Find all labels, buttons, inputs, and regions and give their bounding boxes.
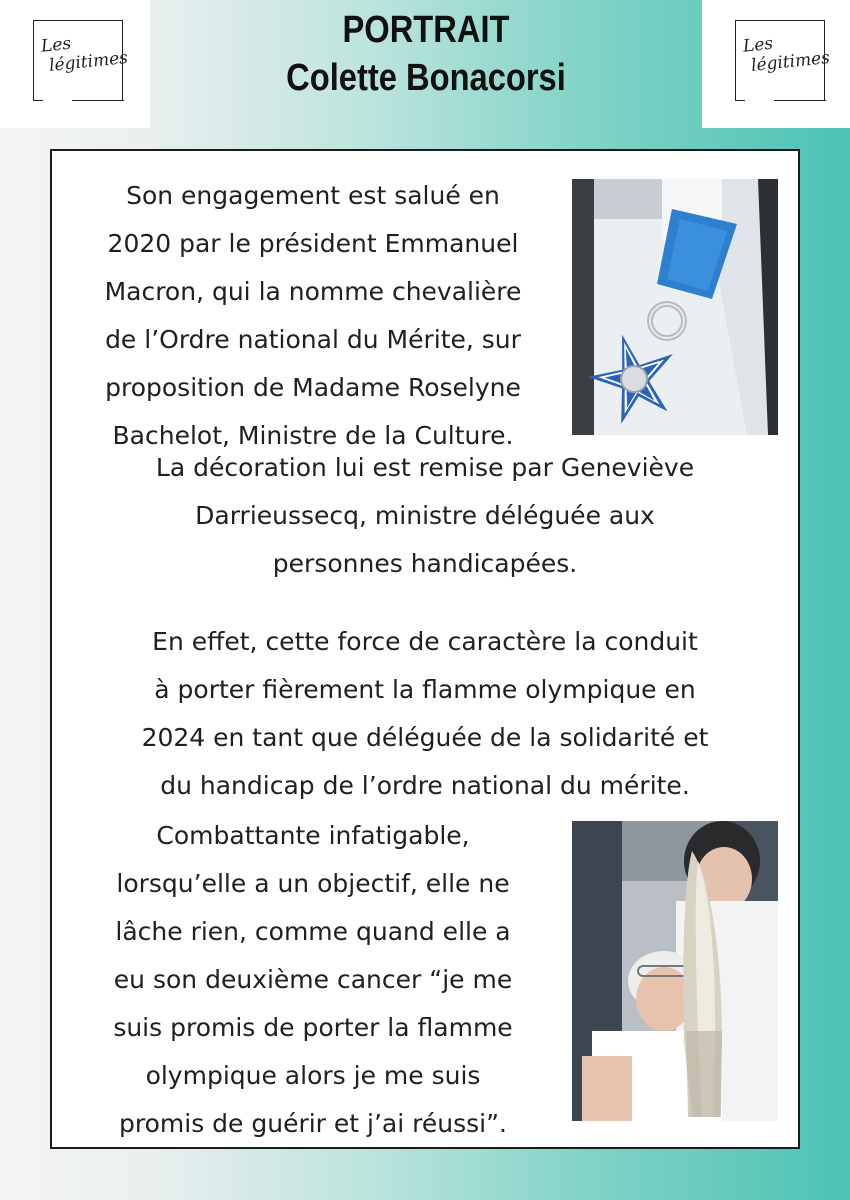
- logo-frame: [735, 20, 831, 101]
- text-line: du handicap de l’ordre national du mérite.: [160, 771, 690, 800]
- logo-line1: Les: [742, 33, 775, 57]
- text-line: lâche rien, comme quand elle a: [115, 917, 511, 946]
- text-line: Son engagement est salué en: [126, 181, 500, 210]
- logo-line2: légitimes: [48, 47, 129, 77]
- text-line: Bachelot, Ministre de la Culture.: [112, 421, 514, 450]
- medal-icon: [572, 179, 778, 435]
- text-line: Macron, qui la nomme chevalière: [104, 277, 522, 306]
- text-line: olympique alors je me suis: [145, 1061, 481, 1090]
- logo-text: [32, 29, 129, 78]
- page-title: [189, 6, 664, 102]
- logo-line1: Les: [40, 33, 73, 57]
- logo-text: [734, 29, 831, 78]
- title-line2: Colette Bonacorsi: [286, 57, 566, 99]
- logo-right: [702, 0, 850, 128]
- text-line: eu son deuxième cancer “je me: [113, 965, 513, 994]
- text-line: La décoration lui est remise par Geneviève: [155, 453, 695, 482]
- text-line: proposition de Madame Roselyne: [105, 373, 521, 402]
- logo-line2: légitimes: [750, 47, 831, 77]
- paragraph-4: [56, 812, 570, 1148]
- text-line: promis de guérir et j’ai réussi”.: [119, 1109, 507, 1138]
- text-line: Combattante infatigable,: [156, 821, 470, 850]
- text-line: personnes handicapées.: [272, 549, 578, 578]
- medal-photo: [572, 179, 778, 435]
- logo-left: [0, 0, 150, 128]
- paragraph-2: [52, 444, 798, 588]
- text-line: 2024 en tant que déléguée de la solidarité et: [141, 723, 709, 752]
- paragraph-3: [52, 618, 798, 810]
- title-line1: PORTRAIT: [342, 9, 510, 51]
- text-line: lorsqu’elle a un objectif, elle ne: [116, 869, 510, 898]
- torch-photo: [572, 821, 778, 1121]
- torch-icon: [572, 821, 778, 1121]
- paragraph-1: [56, 172, 570, 460]
- text-line: à porter fièrement la flamme olympique en: [154, 675, 696, 704]
- content-card: [50, 149, 800, 1149]
- logo-frame: [33, 20, 129, 101]
- text-line: Darrieussecq, ministre déléguée aux: [195, 501, 655, 530]
- text-line: suis promis de porter la flamme: [113, 1013, 513, 1042]
- text-line: de l’Ordre national du Mérite, sur: [105, 325, 521, 354]
- text-line: 2020 par le président Emmanuel: [107, 229, 519, 258]
- text-line: En effet, cette force de caractère la conduit: [152, 627, 698, 656]
